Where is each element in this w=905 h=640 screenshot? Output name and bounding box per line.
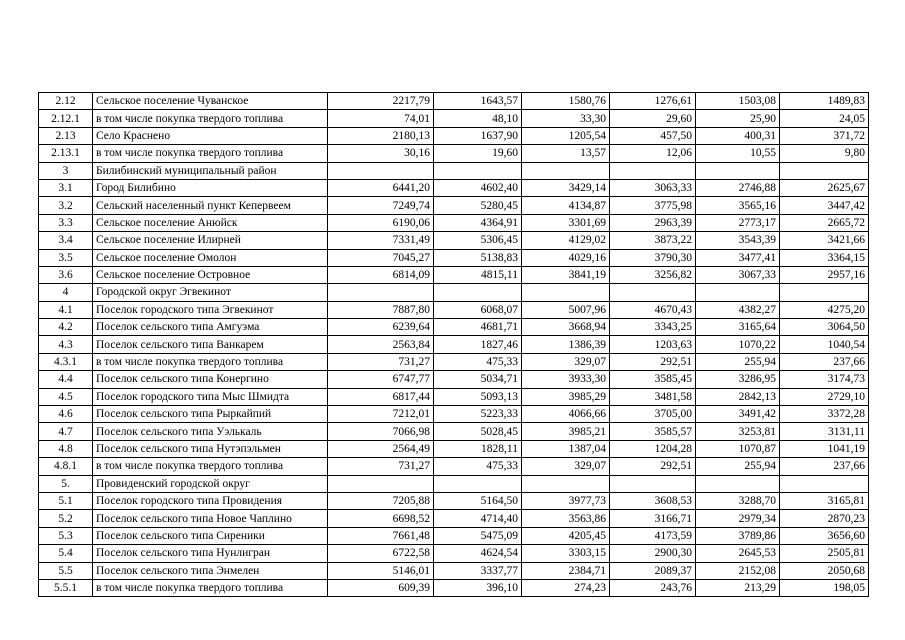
value-cell: 3372,28: [780, 406, 869, 423]
value-cell: 3288,70: [696, 492, 780, 509]
value-cell: 1276,61: [610, 93, 696, 110]
value-cell: 2384,71: [522, 562, 610, 579]
settlement-name-cell: Поселок городского типа Эгвекинот: [93, 301, 328, 318]
value-cell: 4205,45: [522, 527, 610, 544]
settlement-name-cell: Поселок сельского типа Сиреники: [93, 527, 328, 544]
value-cell: 3174,73: [780, 371, 869, 388]
settlement-name-cell: Провиденский городской округ: [93, 475, 328, 492]
value-cell: 7887,80: [328, 301, 434, 318]
settlement-name-cell: Поселок городского типа Мыс Шмидта: [93, 388, 328, 405]
value-cell: 213,29: [696, 579, 780, 596]
table-row: [39, 406, 869, 423]
value-cell: 19,60: [434, 145, 522, 162]
value-cell: 7249,74: [328, 197, 434, 214]
value-cell: 329,07: [522, 353, 610, 370]
table-row: [39, 423, 869, 440]
value-cell: 400,31: [696, 127, 780, 144]
value-cell: 9,80: [780, 145, 869, 162]
table-row: [39, 492, 869, 509]
table-row: [39, 179, 869, 196]
row-number-cell: 3.4: [39, 232, 93, 249]
value-cell: 4815,11: [434, 266, 522, 283]
value-cell: 2152,08: [696, 562, 780, 579]
value-cell: 2180,13: [328, 127, 434, 144]
row-number-cell: 5.: [39, 475, 93, 492]
value-cell: [696, 162, 780, 179]
value-cell: [522, 284, 610, 301]
value-cell: 2900,30: [610, 545, 696, 562]
value-cell: 29,60: [610, 110, 696, 127]
value-cell: 5093,13: [434, 388, 522, 405]
settlement-name-cell: Сельское поселение Анюйск: [93, 214, 328, 231]
table-row: [39, 579, 869, 596]
table-row: [39, 388, 869, 405]
row-number-cell: 5.4: [39, 545, 93, 562]
value-cell: 1828,11: [434, 440, 522, 457]
table-row: [39, 197, 869, 214]
value-cell: 3668,94: [522, 319, 610, 336]
row-number-cell: 4.1: [39, 301, 93, 318]
table-row: [39, 162, 869, 179]
row-number-cell: 3: [39, 162, 93, 179]
value-cell: 2563,84: [328, 336, 434, 353]
table-row: [39, 336, 869, 353]
settlement-name-cell: Сельское поселение Чуванское: [93, 93, 328, 110]
table-row: [39, 562, 869, 579]
value-cell: 2773,17: [696, 214, 780, 231]
value-cell: [696, 284, 780, 301]
value-cell: 3343,25: [610, 319, 696, 336]
value-cell: 2625,67: [780, 179, 869, 196]
row-number-cell: 5.2: [39, 510, 93, 527]
value-cell: 5223,33: [434, 406, 522, 423]
value-cell: 1203,63: [610, 336, 696, 353]
value-cell: 4382,27: [696, 301, 780, 318]
value-cell: 3585,45: [610, 371, 696, 388]
table-row: [39, 371, 869, 388]
value-cell: 3775,98: [610, 197, 696, 214]
settlement-name-cell: в том числе покупка твердого топлива: [93, 110, 328, 127]
table-row: [39, 319, 869, 336]
value-cell: 3481,58: [610, 388, 696, 405]
value-cell: 3933,30: [522, 371, 610, 388]
value-cell: 6722,58: [328, 545, 434, 562]
value-cell: 3447,42: [780, 197, 869, 214]
value-cell: 3253,81: [696, 423, 780, 440]
value-cell: 3067,33: [696, 266, 780, 283]
settlement-name-cell: Поселок сельского типа Уэлькаль: [93, 423, 328, 440]
value-cell: 3543,39: [696, 232, 780, 249]
table-row: [39, 266, 869, 283]
value-cell: 274,23: [522, 579, 610, 596]
value-cell: 6814,09: [328, 266, 434, 283]
value-cell: 2505,81: [780, 545, 869, 562]
value-cell: 3873,22: [610, 232, 696, 249]
row-number-cell: 5.5.1: [39, 579, 93, 596]
value-cell: 457,50: [610, 127, 696, 144]
value-cell: 5475,09: [434, 527, 522, 544]
settlement-name-cell: Поселок сельского типа Энмелен: [93, 562, 328, 579]
value-cell: 3477,41: [696, 249, 780, 266]
value-cell: 6441,20: [328, 179, 434, 196]
value-cell: 74,01: [328, 110, 434, 127]
value-cell: 3565,16: [696, 197, 780, 214]
value-cell: 2217,79: [328, 93, 434, 110]
value-cell: 5034,71: [434, 371, 522, 388]
value-cell: [522, 475, 610, 492]
value-cell: 4364,91: [434, 214, 522, 231]
value-cell: [610, 162, 696, 179]
value-cell: 5280,45: [434, 197, 522, 214]
value-cell: 3166,71: [610, 510, 696, 527]
value-cell: 2870,23: [780, 510, 869, 527]
value-cell: 4602,40: [434, 179, 522, 196]
value-cell: 3789,86: [696, 527, 780, 544]
value-cell: [328, 284, 434, 301]
value-cell: 2050,68: [780, 562, 869, 579]
value-cell: 1040,54: [780, 336, 869, 353]
value-cell: 7661,48: [328, 527, 434, 544]
settlement-name-cell: Поселок сельского типа Нутэпэльмен: [93, 440, 328, 457]
settlement-name-cell: Поселок городского типа Провидения: [93, 492, 328, 509]
table-row: [39, 545, 869, 562]
value-cell: 1386,39: [522, 336, 610, 353]
value-cell: 237,66: [780, 353, 869, 370]
table-row: [39, 214, 869, 231]
settlement-name-cell: Село Краснено: [93, 127, 328, 144]
value-cell: 198,05: [780, 579, 869, 596]
value-cell: 1387,04: [522, 440, 610, 457]
row-number-cell: 2.13: [39, 127, 93, 144]
settlement-name-cell: Поселок сельского типа Ванкарем: [93, 336, 328, 353]
value-cell: [522, 162, 610, 179]
settlement-name-cell: в том числе покупка твердого топлива: [93, 145, 328, 162]
value-cell: 3064,50: [780, 319, 869, 336]
value-cell: [780, 284, 869, 301]
tariff-table: [38, 92, 869, 597]
value-cell: 2842,13: [696, 388, 780, 405]
value-cell: [434, 475, 522, 492]
table-row: [39, 440, 869, 457]
value-cell: [434, 162, 522, 179]
settlement-name-cell: в том числе покупка твердого топлива: [93, 458, 328, 475]
value-cell: [610, 284, 696, 301]
row-number-cell: 4.3.1: [39, 353, 93, 370]
value-cell: 3256,82: [610, 266, 696, 283]
value-cell: [780, 162, 869, 179]
value-cell: 3977,73: [522, 492, 610, 509]
row-number-cell: 4.3: [39, 336, 93, 353]
value-cell: 3705,00: [610, 406, 696, 423]
value-cell: 1041,19: [780, 440, 869, 457]
value-cell: [610, 475, 696, 492]
value-cell: 3301,69: [522, 214, 610, 231]
value-cell: 3985,29: [522, 388, 610, 405]
value-cell: 1637,90: [434, 127, 522, 144]
row-number-cell: 3.1: [39, 179, 93, 196]
settlement-name-cell: Сельское поселение Островное: [93, 266, 328, 283]
row-number-cell: 3.3: [39, 214, 93, 231]
value-cell: 3337,77: [434, 562, 522, 579]
table-row: [39, 145, 869, 162]
value-cell: 1503,08: [696, 93, 780, 110]
settlement-name-cell: Поселок сельского типа Новое Чаплино: [93, 510, 328, 527]
value-cell: 3585,57: [610, 423, 696, 440]
value-cell: 48,10: [434, 110, 522, 127]
value-cell: 3421,66: [780, 232, 869, 249]
value-cell: 3841,19: [522, 266, 610, 283]
value-cell: 5028,45: [434, 423, 522, 440]
value-cell: 2645,53: [696, 545, 780, 562]
row-number-cell: 3.5: [39, 249, 93, 266]
row-number-cell: 3.6: [39, 266, 93, 283]
row-number-cell: 3.2: [39, 197, 93, 214]
value-cell: 25,90: [696, 110, 780, 127]
value-cell: 609,39: [328, 579, 434, 596]
table-row: [39, 249, 869, 266]
value-cell: 6698,52: [328, 510, 434, 527]
value-cell: 329,07: [522, 458, 610, 475]
row-number-cell: 4.8: [39, 440, 93, 457]
value-cell: 4029,16: [522, 249, 610, 266]
settlement-name-cell: Сельское поселение Илирней: [93, 232, 328, 249]
value-cell: 4624,54: [434, 545, 522, 562]
row-number-cell: 4.4: [39, 371, 93, 388]
value-cell: 731,27: [328, 458, 434, 475]
row-number-cell: 5.5: [39, 562, 93, 579]
row-number-cell: 4.5: [39, 388, 93, 405]
value-cell: 3563,86: [522, 510, 610, 527]
value-cell: 3491,42: [696, 406, 780, 423]
settlement-name-cell: Сельское поселение Омолон: [93, 249, 328, 266]
value-cell: 4066,66: [522, 406, 610, 423]
value-cell: 1580,76: [522, 93, 610, 110]
table-row: [39, 510, 869, 527]
value-cell: 3286,95: [696, 371, 780, 388]
value-cell: [328, 162, 434, 179]
value-cell: 2564,49: [328, 440, 434, 457]
value-cell: 5007,96: [522, 301, 610, 318]
row-number-cell: 5.1: [39, 492, 93, 509]
value-cell: 2089,37: [610, 562, 696, 579]
value-cell: 1205,54: [522, 127, 610, 144]
value-cell: 1827,46: [434, 336, 522, 353]
table-row: [39, 527, 869, 544]
value-cell: 7045,27: [328, 249, 434, 266]
value-cell: 255,94: [696, 353, 780, 370]
value-cell: 243,76: [610, 579, 696, 596]
row-number-cell: 4.8.1: [39, 458, 93, 475]
value-cell: [780, 475, 869, 492]
settlement-name-cell: Сельский населенный пункт Кепервеем: [93, 197, 328, 214]
value-cell: 396,10: [434, 579, 522, 596]
value-cell: 292,51: [610, 353, 696, 370]
value-cell: 3165,64: [696, 319, 780, 336]
value-cell: 7066,98: [328, 423, 434, 440]
value-cell: 1204,28: [610, 440, 696, 457]
value-cell: 255,94: [696, 458, 780, 475]
row-number-cell: 4.2: [39, 319, 93, 336]
value-cell: 7205,88: [328, 492, 434, 509]
value-cell: 3131,11: [780, 423, 869, 440]
value-cell: 2746,88: [696, 179, 780, 196]
settlement-name-cell: Город Билибино: [93, 179, 328, 196]
value-cell: 33,30: [522, 110, 610, 127]
value-cell: 475,33: [434, 458, 522, 475]
row-number-cell: 4.7: [39, 423, 93, 440]
settlement-name-cell: Поселок сельского типа Нунлигран: [93, 545, 328, 562]
value-cell: 2979,34: [696, 510, 780, 527]
table-row: [39, 353, 869, 370]
value-cell: 3364,15: [780, 249, 869, 266]
settlement-name-cell: Поселок сельского типа Амгуэма: [93, 319, 328, 336]
value-cell: 7212,01: [328, 406, 434, 423]
table-row: [39, 110, 869, 127]
row-number-cell: 2.12: [39, 93, 93, 110]
table-body: [39, 93, 869, 597]
value-cell: 1643,57: [434, 93, 522, 110]
value-cell: 3063,33: [610, 179, 696, 196]
table-row: [39, 232, 869, 249]
value-cell: 24,05: [780, 110, 869, 127]
value-cell: 4714,40: [434, 510, 522, 527]
value-cell: 12,06: [610, 145, 696, 162]
table-row: [39, 93, 869, 110]
settlement-name-cell: Городской округ Эгвекинот: [93, 284, 328, 301]
row-number-cell: 5.3: [39, 527, 93, 544]
value-cell: 30,16: [328, 145, 434, 162]
value-cell: 3429,14: [522, 179, 610, 196]
value-cell: 475,33: [434, 353, 522, 370]
value-cell: 731,27: [328, 353, 434, 370]
value-cell: 4681,71: [434, 319, 522, 336]
value-cell: 6817,44: [328, 388, 434, 405]
settlement-name-cell: Поселок сельского типа Рыркайпий: [93, 406, 328, 423]
settlement-name-cell: в том числе покупка твердого топлива: [93, 579, 328, 596]
value-cell: [696, 475, 780, 492]
settlement-name-cell: в том числе покупка твердого топлива: [93, 353, 328, 370]
value-cell: 1070,87: [696, 440, 780, 457]
value-cell: 6239,64: [328, 319, 434, 336]
value-cell: 292,51: [610, 458, 696, 475]
value-cell: 2957,16: [780, 266, 869, 283]
value-cell: 4173,59: [610, 527, 696, 544]
row-number-cell: 4: [39, 284, 93, 301]
value-cell: 2729,10: [780, 388, 869, 405]
value-cell: 6747,77: [328, 371, 434, 388]
value-cell: 2665,72: [780, 214, 869, 231]
table-row: [39, 284, 869, 301]
value-cell: 4275,20: [780, 301, 869, 318]
value-cell: 4129,02: [522, 232, 610, 249]
settlement-name-cell: Билибинский муниципальный район: [93, 162, 328, 179]
value-cell: 2963,39: [610, 214, 696, 231]
value-cell: [434, 284, 522, 301]
value-cell: 3985,21: [522, 423, 610, 440]
value-cell: 4670,43: [610, 301, 696, 318]
value-cell: 3608,53: [610, 492, 696, 509]
row-number-cell: 2.13.1: [39, 145, 93, 162]
table-row: [39, 475, 869, 492]
value-cell: 1489,83: [780, 93, 869, 110]
value-cell: 3656,60: [780, 527, 869, 544]
value-cell: 4134,87: [522, 197, 610, 214]
settlement-name-cell: Поселок сельского типа Конергино: [93, 371, 328, 388]
value-cell: 5164,50: [434, 492, 522, 509]
row-number-cell: 4.6: [39, 406, 93, 423]
value-cell: 6190,06: [328, 214, 434, 231]
table-row: [39, 458, 869, 475]
table-row: [39, 301, 869, 318]
value-cell: 5146,01: [328, 562, 434, 579]
value-cell: 3165,81: [780, 492, 869, 509]
value-cell: 13,57: [522, 145, 610, 162]
value-cell: 3303,15: [522, 545, 610, 562]
value-cell: 7331,49: [328, 232, 434, 249]
table-row: [39, 127, 869, 144]
value-cell: 237,66: [780, 458, 869, 475]
value-cell: 5306,45: [434, 232, 522, 249]
value-cell: [328, 475, 434, 492]
value-cell: 6068,07: [434, 301, 522, 318]
row-number-cell: 2.12.1: [39, 110, 93, 127]
value-cell: 3790,30: [610, 249, 696, 266]
value-cell: 5138,83: [434, 249, 522, 266]
value-cell: 10,55: [696, 145, 780, 162]
value-cell: 1070,22: [696, 336, 780, 353]
value-cell: 371,72: [780, 127, 869, 144]
